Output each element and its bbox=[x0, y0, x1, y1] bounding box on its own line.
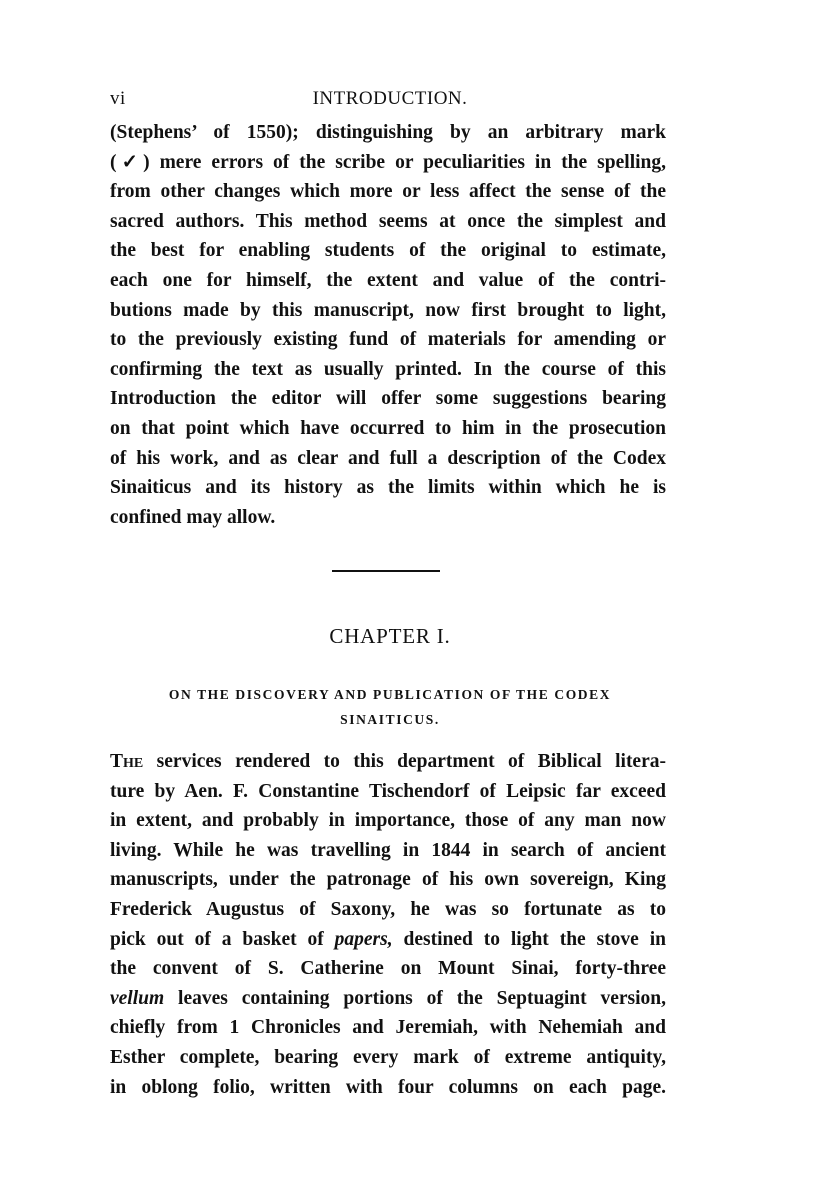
text-line bbox=[110, 747, 666, 777]
text-line: ture by Aen. F. Constantine Tischendorf of Leipsic far exceed bbox=[110, 780, 666, 802]
text-line: Sinaiticus and its history as the limits within which he is bbox=[110, 477, 666, 499]
chapter-subtitle-line: ON THE DISCOVERY AND PUBLICATION OF THE CODEX bbox=[168, 687, 612, 702]
chapter-paragraph bbox=[110, 747, 666, 1102]
text-line: living. While he was travelling in 1844 in search of ancient bbox=[110, 839, 666, 861]
text-line: the convent of S. Catherine on Mount Sinai, forty-three bbox=[110, 958, 666, 980]
text-span: services rendered to this department of Biblical litera- bbox=[143, 751, 666, 772]
text-span: pick out of a basket of bbox=[110, 928, 335, 950]
chapter-subtitle bbox=[110, 682, 670, 732]
text-line: each one for himself, the extent and value of the contri- bbox=[110, 269, 666, 291]
text-line bbox=[110, 925, 666, 955]
text-line: confirming the text as usually printed. In the course of this bbox=[110, 358, 666, 380]
italic-word: papers, bbox=[334, 928, 393, 950]
text-line: (Stephens’ of 1550); distinguishing by an arbitrary mark bbox=[110, 122, 666, 143]
drop-word: The bbox=[110, 751, 144, 772]
text-span: leaves containing portions of the Septuagint version, bbox=[164, 987, 666, 1009]
text-line: manuscripts, under the patronage of his own sovereign, King bbox=[110, 869, 666, 891]
text-line: confined may allow. bbox=[110, 506, 276, 528]
text-line: in oblong folio, written with four columns on each page. bbox=[110, 1076, 666, 1098]
running-head bbox=[110, 88, 670, 116]
running-head-title: INTRODUCTION. bbox=[312, 88, 468, 109]
text-line: to the previously existing fund of materials for amending or bbox=[110, 329, 666, 351]
text-line: on that point which have occurred to him in the prosecution bbox=[110, 417, 666, 439]
text-line: of his work, and as clear and full a description of the Codex bbox=[110, 447, 666, 469]
chapter-title: CHAPTER I. bbox=[329, 624, 451, 648]
text-line: (✓) mere errors of the scribe or peculiarities in the spelling, bbox=[110, 151, 666, 173]
text-line: in extent, and probably in importance, those of any man now bbox=[110, 810, 666, 832]
chapter-subtitle-line: SINAITICUS. bbox=[340, 712, 440, 727]
text-line: sacred authors. This method seems at once the simplest and bbox=[110, 210, 666, 232]
section-divider bbox=[332, 570, 440, 572]
page-number: vi bbox=[110, 88, 126, 109]
text-line bbox=[110, 984, 666, 1014]
intro-paragraph bbox=[110, 118, 666, 532]
text-line: Frederick Augustus of Saxony, he was so fortunate as to bbox=[110, 898, 666, 920]
text-line: butions made by this manuscript, now first brought to light, bbox=[110, 299, 666, 321]
text-line: Introduction the editor will offer some suggestions bearing bbox=[110, 388, 666, 410]
text-line: from other changes which more or less affect the sense of the bbox=[110, 181, 666, 203]
text-line: chiefly from 1 Chronicles and Jeremiah, with Nehemiah and bbox=[110, 1017, 666, 1039]
text-line: the best for enabling students of the original to estimate, bbox=[110, 240, 666, 262]
book-page bbox=[110, 0, 670, 1191]
text-span: destined to light the stove in bbox=[392, 928, 666, 950]
italic-word: vellum bbox=[110, 987, 165, 1009]
text-line: Esther complete, bearing every mark of extreme antiquity, bbox=[110, 1046, 666, 1068]
